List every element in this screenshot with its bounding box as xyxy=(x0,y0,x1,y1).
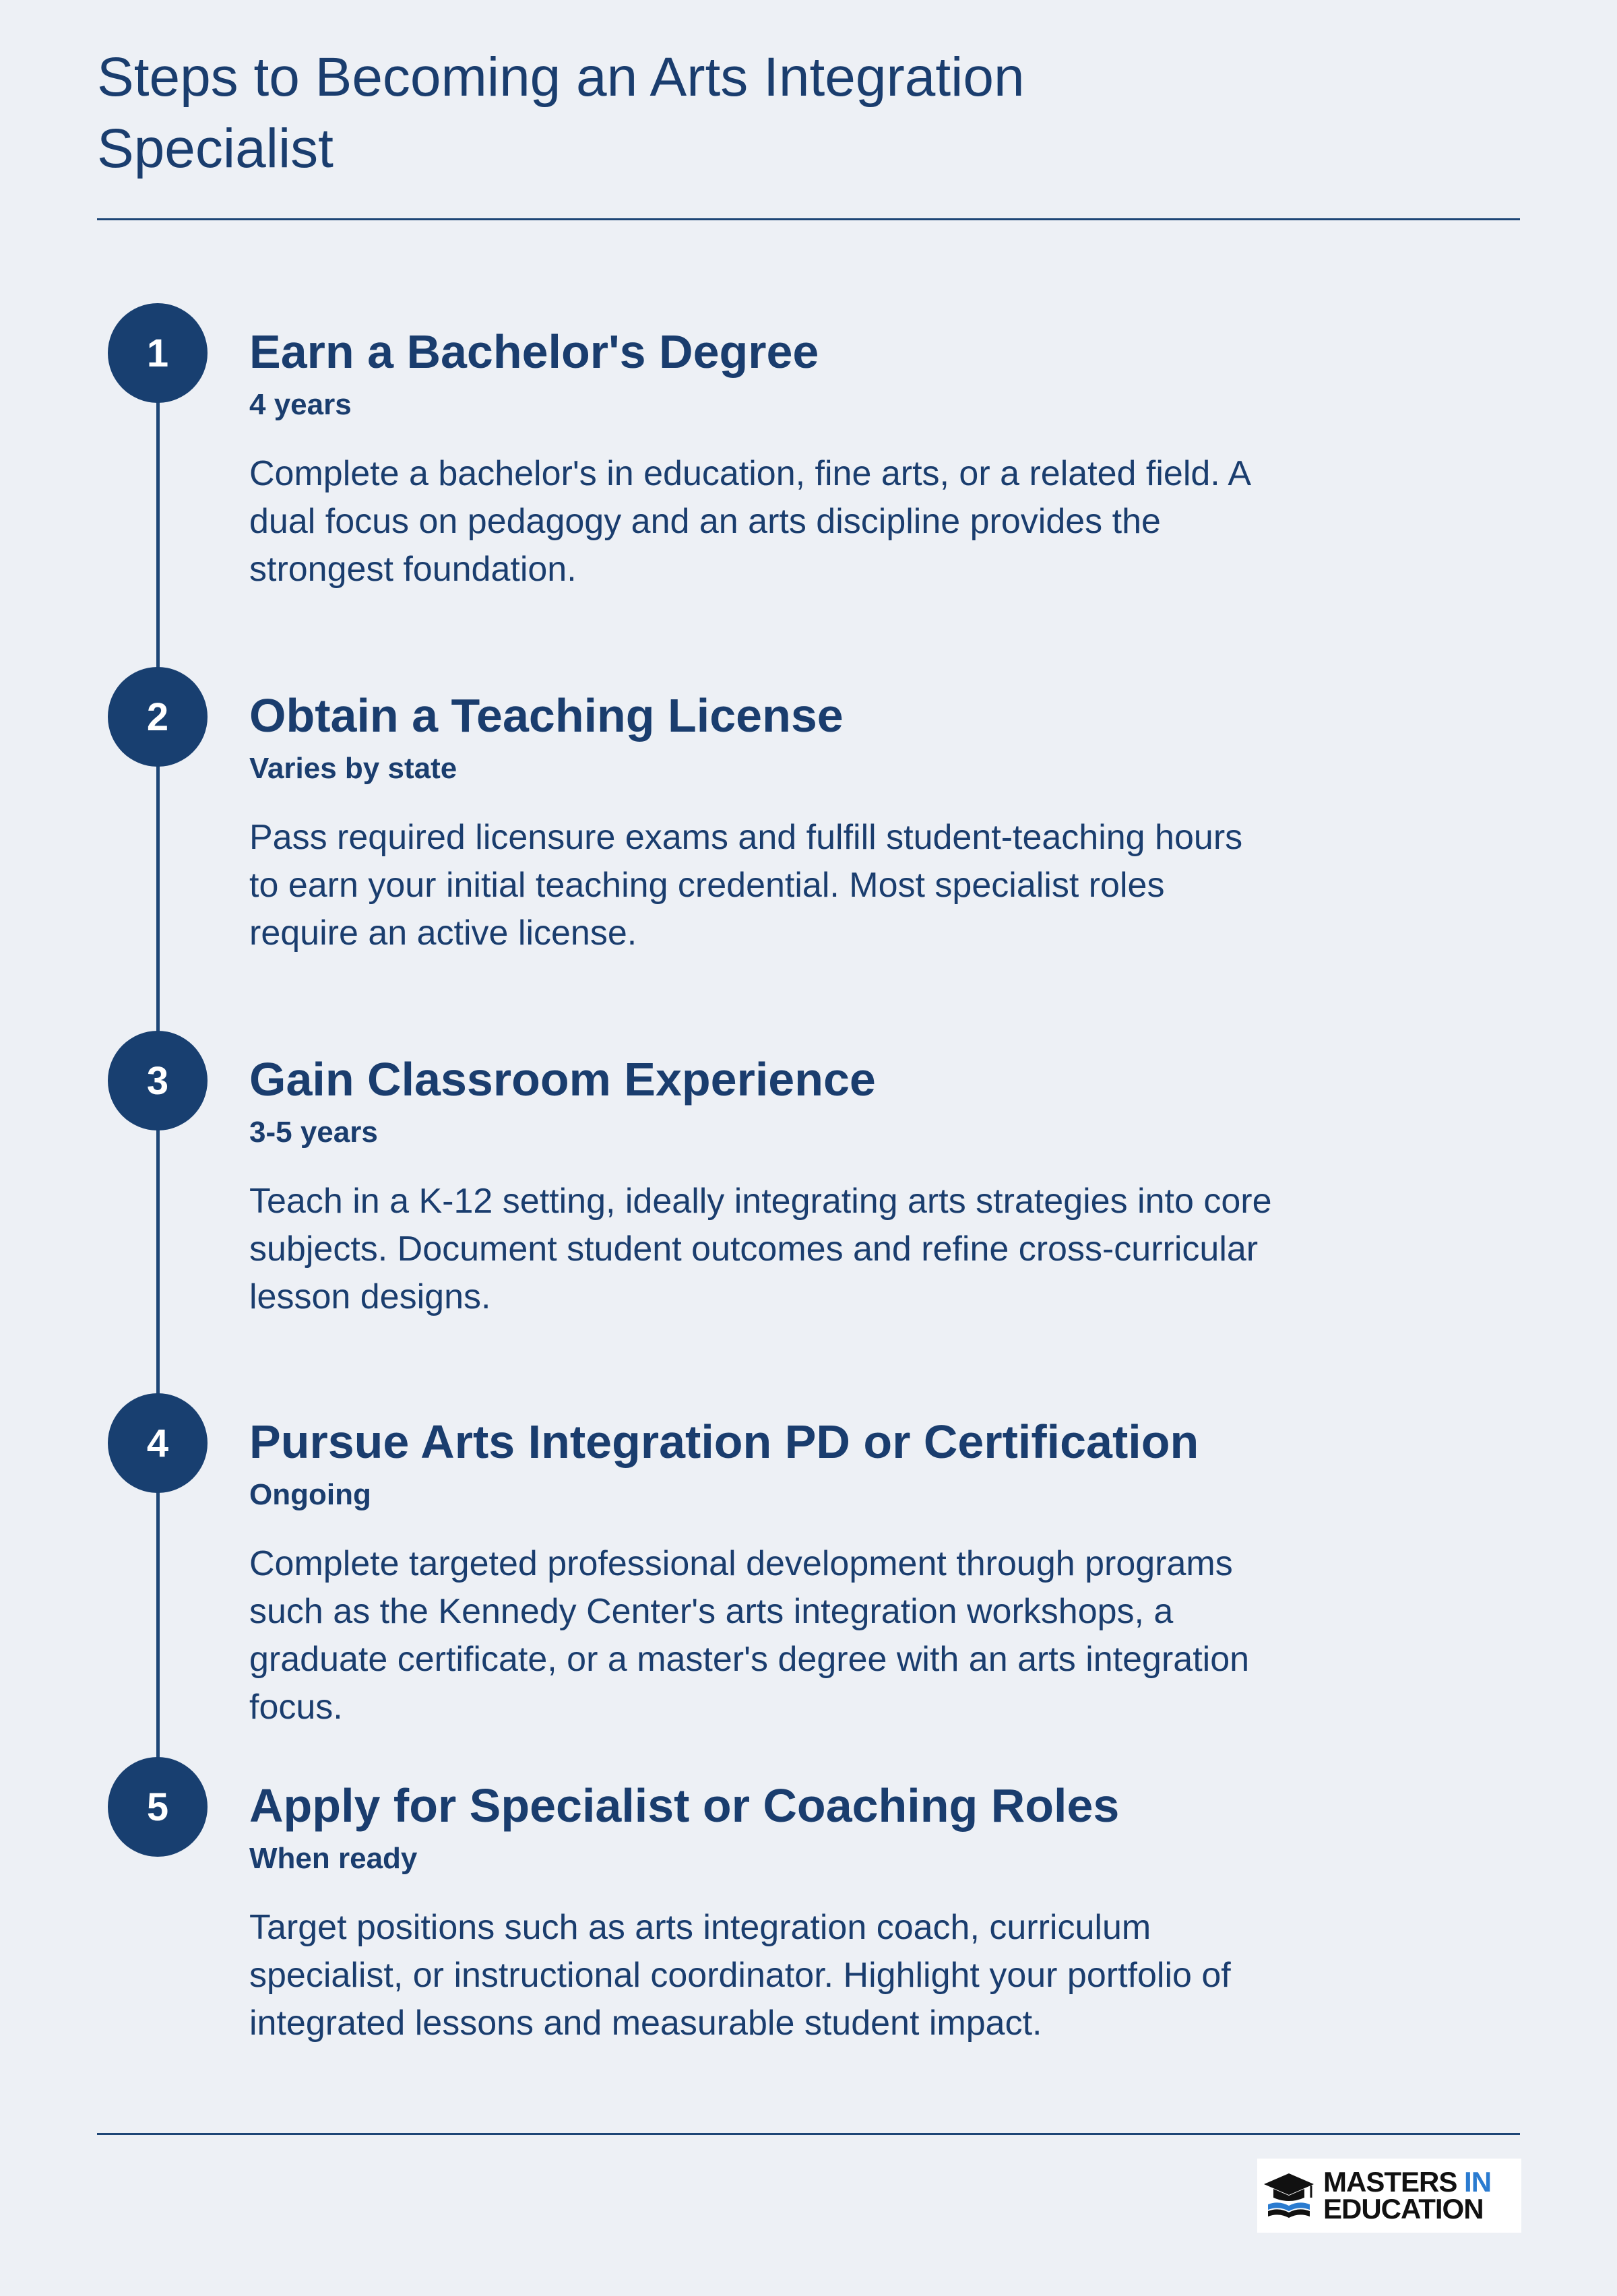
step-duration: When ready xyxy=(249,1842,418,1875)
step-duration: Ongoing xyxy=(249,1478,371,1511)
logo-word-masters: MASTERS xyxy=(1323,2166,1457,2198)
graduation-cap-book-icon xyxy=(1261,2168,1317,2223)
page-title: Steps to Becoming an Arts Integration Specialist xyxy=(97,46,1025,179)
step-heading: Apply for Specialist or Coaching Roles xyxy=(249,1779,1120,1832)
logo-word-in: IN xyxy=(1464,2166,1492,2198)
step-description: Target positions such as arts integration coach, curriculum specialist, or instructional coordinator. Highlight your portfolio of integrated lessons and measurable student impact. xyxy=(249,1908,1231,2043)
step-duration: 4 years xyxy=(249,388,352,421)
bottom-divider xyxy=(97,2133,1520,2135)
step-number-badge: 2 xyxy=(108,667,208,767)
step-description: Teach in a K-12 setting, ideally integrating arts strategies into core subjects. Document student outcomes and refine cross-curricular lesson designs. xyxy=(249,1182,1272,1316)
step-heading: Earn a Bachelor's Degree xyxy=(249,325,819,378)
step-description: Complete a bachelor's in education, fine arts, or a related field. A dual focus on pedagogy and an arts discipline provides the strongest foundation. xyxy=(249,454,1250,589)
step-number-badge: 5 xyxy=(108,1757,208,1857)
step-number-badge: 4 xyxy=(108,1393,208,1493)
step-number-badge: 1 xyxy=(108,303,208,403)
step-heading: Obtain a Teaching License xyxy=(249,689,844,742)
step-duration: Varies by state xyxy=(249,752,457,785)
step-description: Pass required licensure exams and fulfill student-teaching hours to earn your initial teaching credential. Most specialist roles require an active license. xyxy=(249,818,1243,953)
step-number-badge: 3 xyxy=(108,1031,208,1130)
step-description: Complete targeted professional development through programs such as the Kennedy Center's arts integration workshops, a graduate certificate, or a master's degree with an arts integration focus. xyxy=(249,1544,1250,1727)
logo-wordmark xyxy=(1323,2166,1492,2225)
step-duration: 3-5 years xyxy=(249,1116,378,1149)
top-divider xyxy=(97,218,1520,220)
masters-in-education-logo xyxy=(1257,2159,1521,2233)
logo-word-education: EDUCATION xyxy=(1323,2193,1484,2225)
step-heading: Pursue Arts Integration PD or Certification xyxy=(249,1415,1199,1468)
step-heading: Gain Classroom Experience xyxy=(249,1053,876,1106)
